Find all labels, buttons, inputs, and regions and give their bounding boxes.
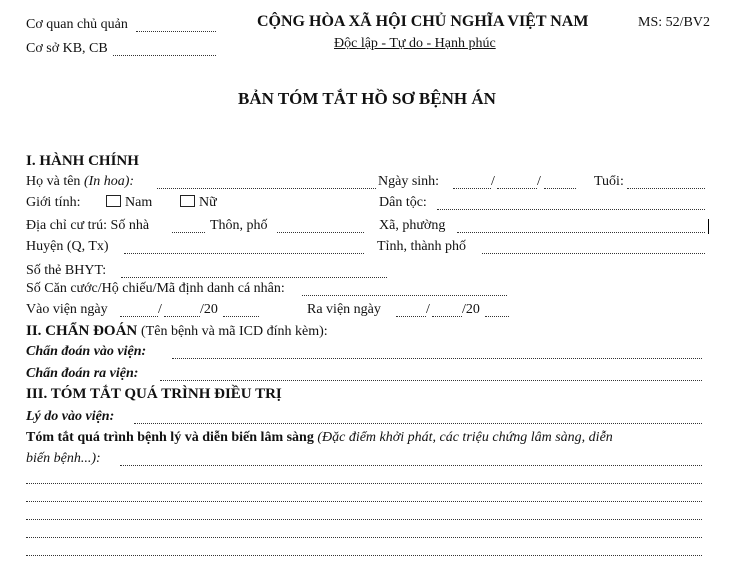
- sex-label: Giới tính:: [26, 195, 81, 210]
- discharge-diagnosis-field[interactable]: [160, 380, 702, 381]
- medical-record-summary-form: Cơ quan chủ quản Cơ sở KB, CB CỘNG HÒA XÃ HỘI CHỦ NGHĨA VIỆT NAM Độc lập - Tự do - Hạnh phúc MS: 52/BV2 BẢN TÓM TẮT HỒ SƠ BỆNH ÁN I. HÀNH CHÍNH Họ và tên (In hoa): Ngày sinh: / / Tuổi: Giới tính: Nam Nữ Dân tộc: Địa chỉ cư trú: Số nhà Thôn, phố Xã, phường Huyện (Q, Tx) Tỉnh, thành phố Số thẻ BHYT: Số Căn cước/Hộ chiếu/Mã định danh cá nhân: Vào viện ngày / /20 Ra viện ngày / /20 II. CHẨN ĐOÁN (Tên bệnh và mã ICD đính kèm): Chẩn đoán vào viện: Chẩn đoán ra viện: III. TÓM TẮT QUÁ TRÌNH ĐIỀU TRỊ Lý do vào viện: Tóm tắt quá trình bệnh lý và diễn biến lâm sàng (Đặc điểm khởi phát, các triệu chứng lâm sàng, diễn biến bệnh...):: [0, 0, 752, 561]
- agency-field[interactable]: [136, 31, 216, 32]
- summary-line-2[interactable]: [26, 483, 702, 484]
- admission-reason-label: Lý do vào viện:: [26, 409, 115, 424]
- discharge-diagnosis-label: Chẩn đoán ra viện:: [26, 366, 139, 381]
- female-checkbox[interactable]: [180, 195, 195, 207]
- sex-male-option[interactable]: Nam: [106, 195, 152, 211]
- admit-year-prefix: /20: [200, 302, 218, 317]
- discharge-year-prefix: /20: [462, 302, 480, 317]
- id-field[interactable]: [302, 295, 507, 296]
- summary-line-1[interactable]: [120, 465, 702, 466]
- admit-day-field[interactable]: [120, 316, 158, 317]
- hamlet-label: Thôn, phố: [210, 218, 268, 233]
- sex-female-option[interactable]: Nữ: [180, 195, 217, 211]
- page-title: BẢN TÓM TẮT HỒ SƠ BỆNH ÁN: [238, 89, 496, 108]
- section-1-heading: I. HÀNH CHÍNH: [26, 153, 139, 169]
- discharge-year-field[interactable]: [485, 316, 509, 317]
- discharge-day-field[interactable]: [396, 316, 426, 317]
- dob-month-field[interactable]: [497, 188, 537, 189]
- dob-label: Ngày sinh:: [378, 174, 440, 189]
- discharge-label: Ra viện ngày: [307, 302, 381, 317]
- province-field[interactable]: [482, 253, 705, 254]
- summary-line-4[interactable]: [26, 519, 702, 520]
- hamlet-field[interactable]: [277, 232, 364, 233]
- form-code: MS: 52/BV2: [638, 15, 710, 30]
- dob-year-field[interactable]: [544, 188, 576, 189]
- facility-field[interactable]: [113, 55, 216, 56]
- summary-line-3[interactable]: [26, 501, 702, 502]
- commune-label: Xã, phường: [379, 218, 446, 233]
- admit-year-field[interactable]: [223, 316, 259, 317]
- name-label: Họ và tên (In hoa):: [26, 174, 135, 189]
- country-title: CỘNG HÒA XÃ HỘI CHỦ NGHĨA VIỆT NAM: [257, 13, 589, 30]
- male-checkbox[interactable]: [106, 195, 121, 207]
- ethnic-label: Dân tộc:: [379, 195, 427, 210]
- section-3-heading: III. TÓM TẮT QUÁ TRÌNH ĐIỀU TRỊ: [26, 386, 282, 402]
- insurance-label: Số thẻ BHYT:: [26, 263, 107, 278]
- insurance-field[interactable]: [121, 277, 387, 278]
- summary-line-6[interactable]: [26, 555, 702, 556]
- admit-label: Vào viện ngày: [26, 302, 108, 317]
- text-cursor: [708, 219, 709, 234]
- summary-line-5[interactable]: [26, 537, 702, 538]
- ethnic-field[interactable]: [437, 209, 705, 210]
- motto: Độc lập - Tự do - Hạnh phúc: [334, 36, 496, 51]
- admit-month-field[interactable]: [164, 316, 200, 317]
- summary-label-cont: biến bệnh...):: [26, 451, 101, 466]
- agency-label: Cơ quan chủ quản: [26, 17, 128, 32]
- id-label: Số Căn cước/Hộ chiếu/Mã định danh cá nhân:: [26, 281, 285, 296]
- age-field[interactable]: [627, 188, 705, 189]
- dob-day-field[interactable]: [453, 188, 491, 189]
- admit-diagnosis-label: Chẩn đoán vào viện:: [26, 344, 147, 359]
- province-label: Tỉnh, thành phố: [377, 239, 467, 254]
- summary-label: Tóm tắt quá trình bệnh lý và diễn biến lâm sàng (Đặc điểm khởi phát, các triệu chứng lâm sàng, diễn: [26, 430, 613, 445]
- address-label: Địa chỉ cư trú: Số nhà: [26, 218, 150, 233]
- discharge-month-field[interactable]: [432, 316, 462, 317]
- commune-field[interactable]: [457, 232, 705, 233]
- district-field[interactable]: [124, 253, 364, 254]
- name-field[interactable]: [157, 188, 376, 189]
- admission-reason-field[interactable]: [134, 423, 702, 424]
- section-2-heading: II. CHẨN ĐOÁN (Tên bệnh và mã ICD đính kèm):: [26, 323, 328, 339]
- house-number-field[interactable]: [172, 232, 205, 233]
- facility-label: Cơ sở KB, CB: [26, 41, 108, 56]
- age-label: Tuổi:: [594, 174, 624, 189]
- district-label: Huyện (Q, Tx): [26, 239, 109, 254]
- admit-diagnosis-field[interactable]: [172, 358, 702, 359]
